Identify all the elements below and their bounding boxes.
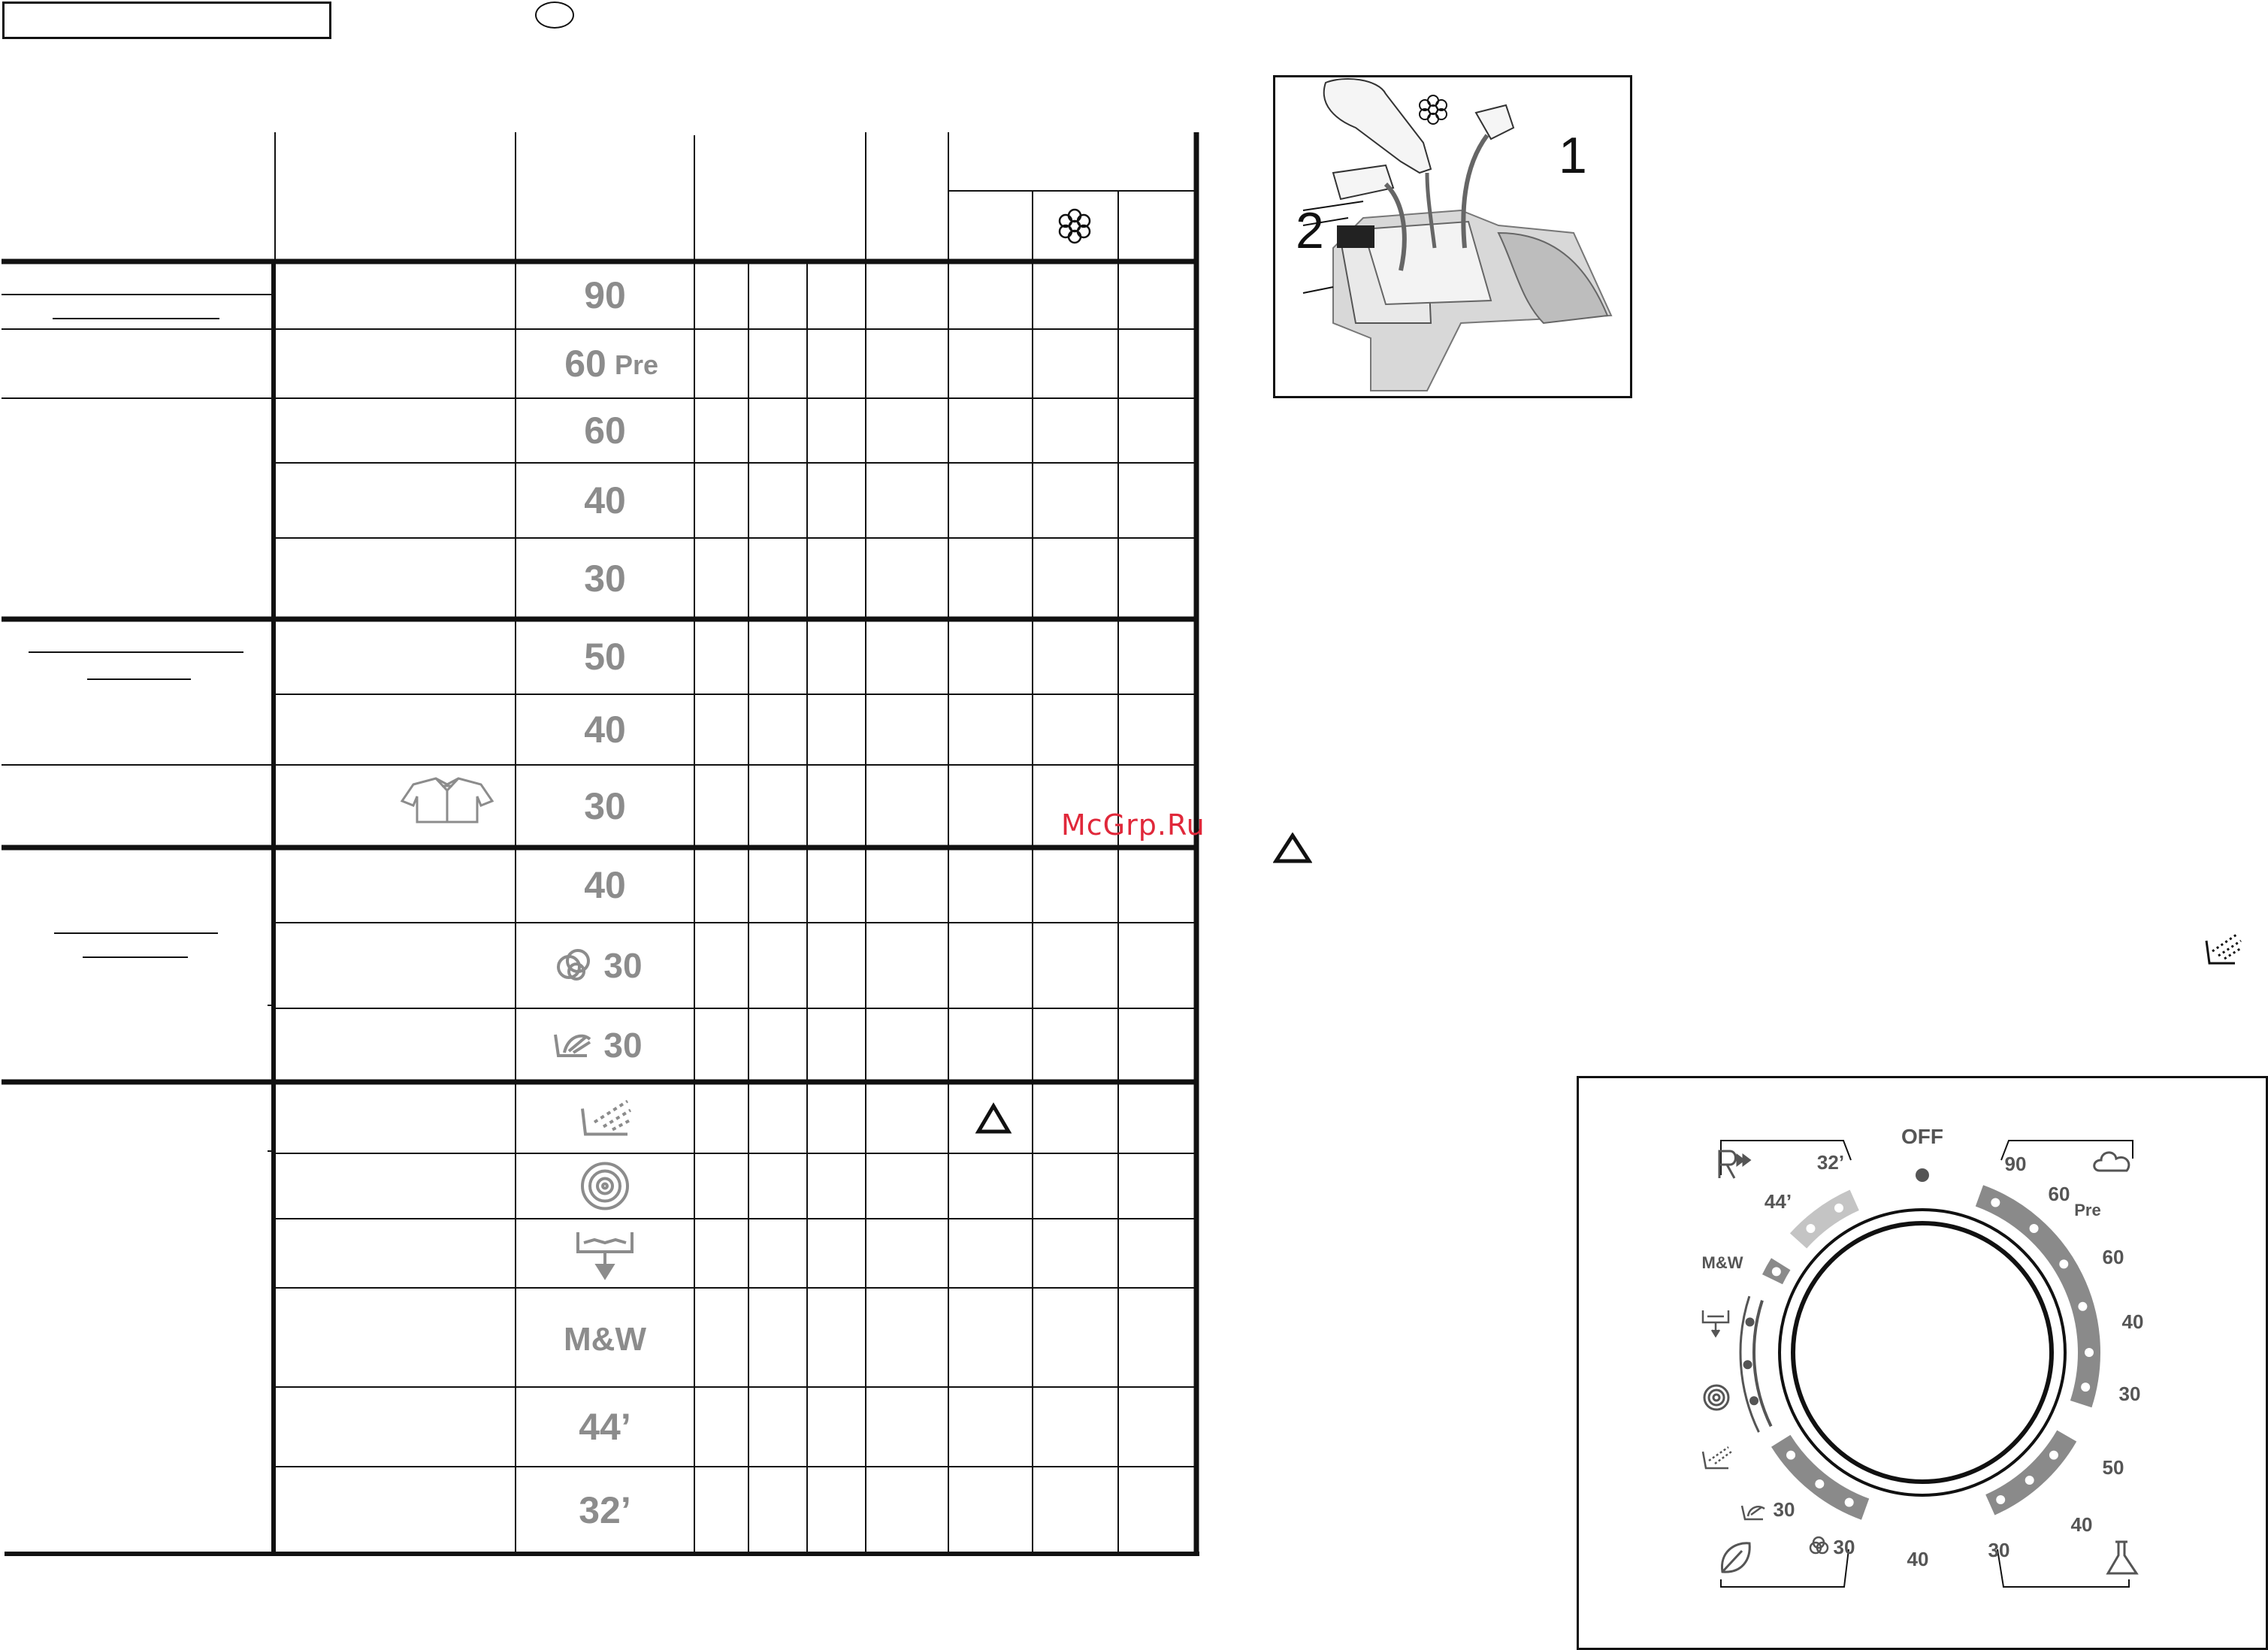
program-temperature: 90 — [584, 274, 626, 316]
dial-label: Pre — [2074, 1201, 2101, 1219]
program-cell-label — [584, 409, 626, 452]
program-temperature: 50 — [584, 636, 626, 678]
program-temperature: 30 — [584, 785, 626, 827]
compartment-label-1: 1 — [1559, 127, 1587, 184]
dial-position-dot — [2049, 1451, 2058, 1460]
dial-label: 30 — [1833, 1536, 1855, 1558]
program-cell-label — [578, 1232, 632, 1277]
program-cell-label — [584, 479, 626, 521]
program-temperature: 40 — [584, 479, 626, 521]
dial-position-dot — [2078, 1302, 2087, 1311]
dial-label: 90 — [2004, 1153, 2027, 1175]
dial-position-dot — [1772, 1267, 1781, 1276]
wool-icon — [558, 950, 588, 979]
dial-position-dot — [2025, 1476, 2034, 1485]
program-temperature: 60 — [584, 409, 626, 452]
dial-off-label: OFF — [1901, 1125, 1943, 1148]
dial-label: 50 — [2102, 1456, 2124, 1479]
dial-label: 60 — [2102, 1246, 2124, 1268]
dial-label: 40 — [1907, 1548, 1929, 1570]
program-temperature: 30 — [584, 558, 626, 600]
dial-label: 40 — [2121, 1310, 2144, 1333]
program-temperature: 40 — [584, 709, 626, 751]
dial-label: 32’ — [1816, 1151, 1845, 1174]
rinse-icon — [582, 1102, 632, 1135]
program-temperature: 30 — [603, 1026, 643, 1065]
mw-program-label: M&W — [564, 1321, 646, 1358]
warning-triangle-icon — [1273, 833, 1312, 864]
program-cell-label — [584, 558, 626, 600]
dial-label: 44’ — [1764, 1190, 1792, 1213]
rinse-icon — [2202, 930, 2244, 969]
dial-position-dot — [1996, 1495, 2005, 1504]
dial-position-dot — [1806, 1224, 1815, 1233]
program-temperature: 30 — [603, 946, 643, 985]
dial-position-dot — [2059, 1259, 2068, 1268]
program-cell-label — [558, 946, 643, 985]
dial-position-dot — [1743, 1360, 1752, 1369]
shirt-icon — [402, 778, 492, 822]
program-cell-label — [584, 785, 626, 827]
dial-position-dot — [2081, 1383, 2090, 1392]
program-cell-label — [584, 274, 626, 316]
warning-triangle-icon — [978, 1106, 1009, 1132]
program-temperature: 40 — [584, 864, 626, 906]
program-temperature: 32’ — [579, 1489, 631, 1531]
dial-position-dot — [1749, 1396, 1758, 1405]
dial-off-dot — [1916, 1168, 1929, 1182]
dial-label: 60 — [2048, 1183, 2070, 1205]
drain-icon — [578, 1232, 632, 1277]
spin-icon — [582, 1164, 627, 1209]
dial-position-dot — [1815, 1479, 1824, 1488]
program-cell-label — [564, 343, 658, 385]
program-cell-label — [555, 1026, 643, 1065]
dial-label: M&W — [1701, 1253, 1743, 1272]
dial-position-dot — [1834, 1204, 1843, 1213]
softener-flower-icon — [1060, 210, 1090, 243]
detergent-drawer-figure — [1273, 75, 1632, 398]
dial-position-dot — [2085, 1348, 2094, 1357]
watermark: McGrp.Ru — [1061, 808, 1205, 842]
dial-label: 40 — [2070, 1513, 2093, 1536]
dial-position-dot — [1845, 1498, 1854, 1507]
program-cell-label — [564, 1321, 646, 1358]
dial-position-dot — [1991, 1198, 2000, 1207]
dial-position-dot — [1786, 1451, 1795, 1460]
program-cell-label — [579, 1489, 631, 1531]
program-selector-dial — [1577, 1076, 2268, 1650]
program-temperature: 44’ — [579, 1406, 631, 1448]
program-temperature: 60 — [564, 343, 606, 385]
dial-label: 30 — [1773, 1498, 1795, 1521]
dial-position-dot — [2030, 1224, 2039, 1233]
program-cell-label — [582, 1164, 627, 1209]
dial-label: 30 — [2118, 1383, 2141, 1405]
prewash-suffix: Pre — [614, 349, 659, 380]
program-cell-label — [579, 1406, 631, 1448]
dial-label: 30 — [1988, 1539, 2010, 1561]
program-cell-label — [584, 636, 626, 678]
program-cell-label — [584, 709, 626, 751]
program-cell-label — [584, 864, 626, 906]
compartment-label-2: 2 — [1296, 202, 1324, 259]
dial-position-dot — [1746, 1318, 1755, 1327]
program-cell-label — [582, 1102, 632, 1135]
hand-wash-icon — [555, 1035, 590, 1056]
